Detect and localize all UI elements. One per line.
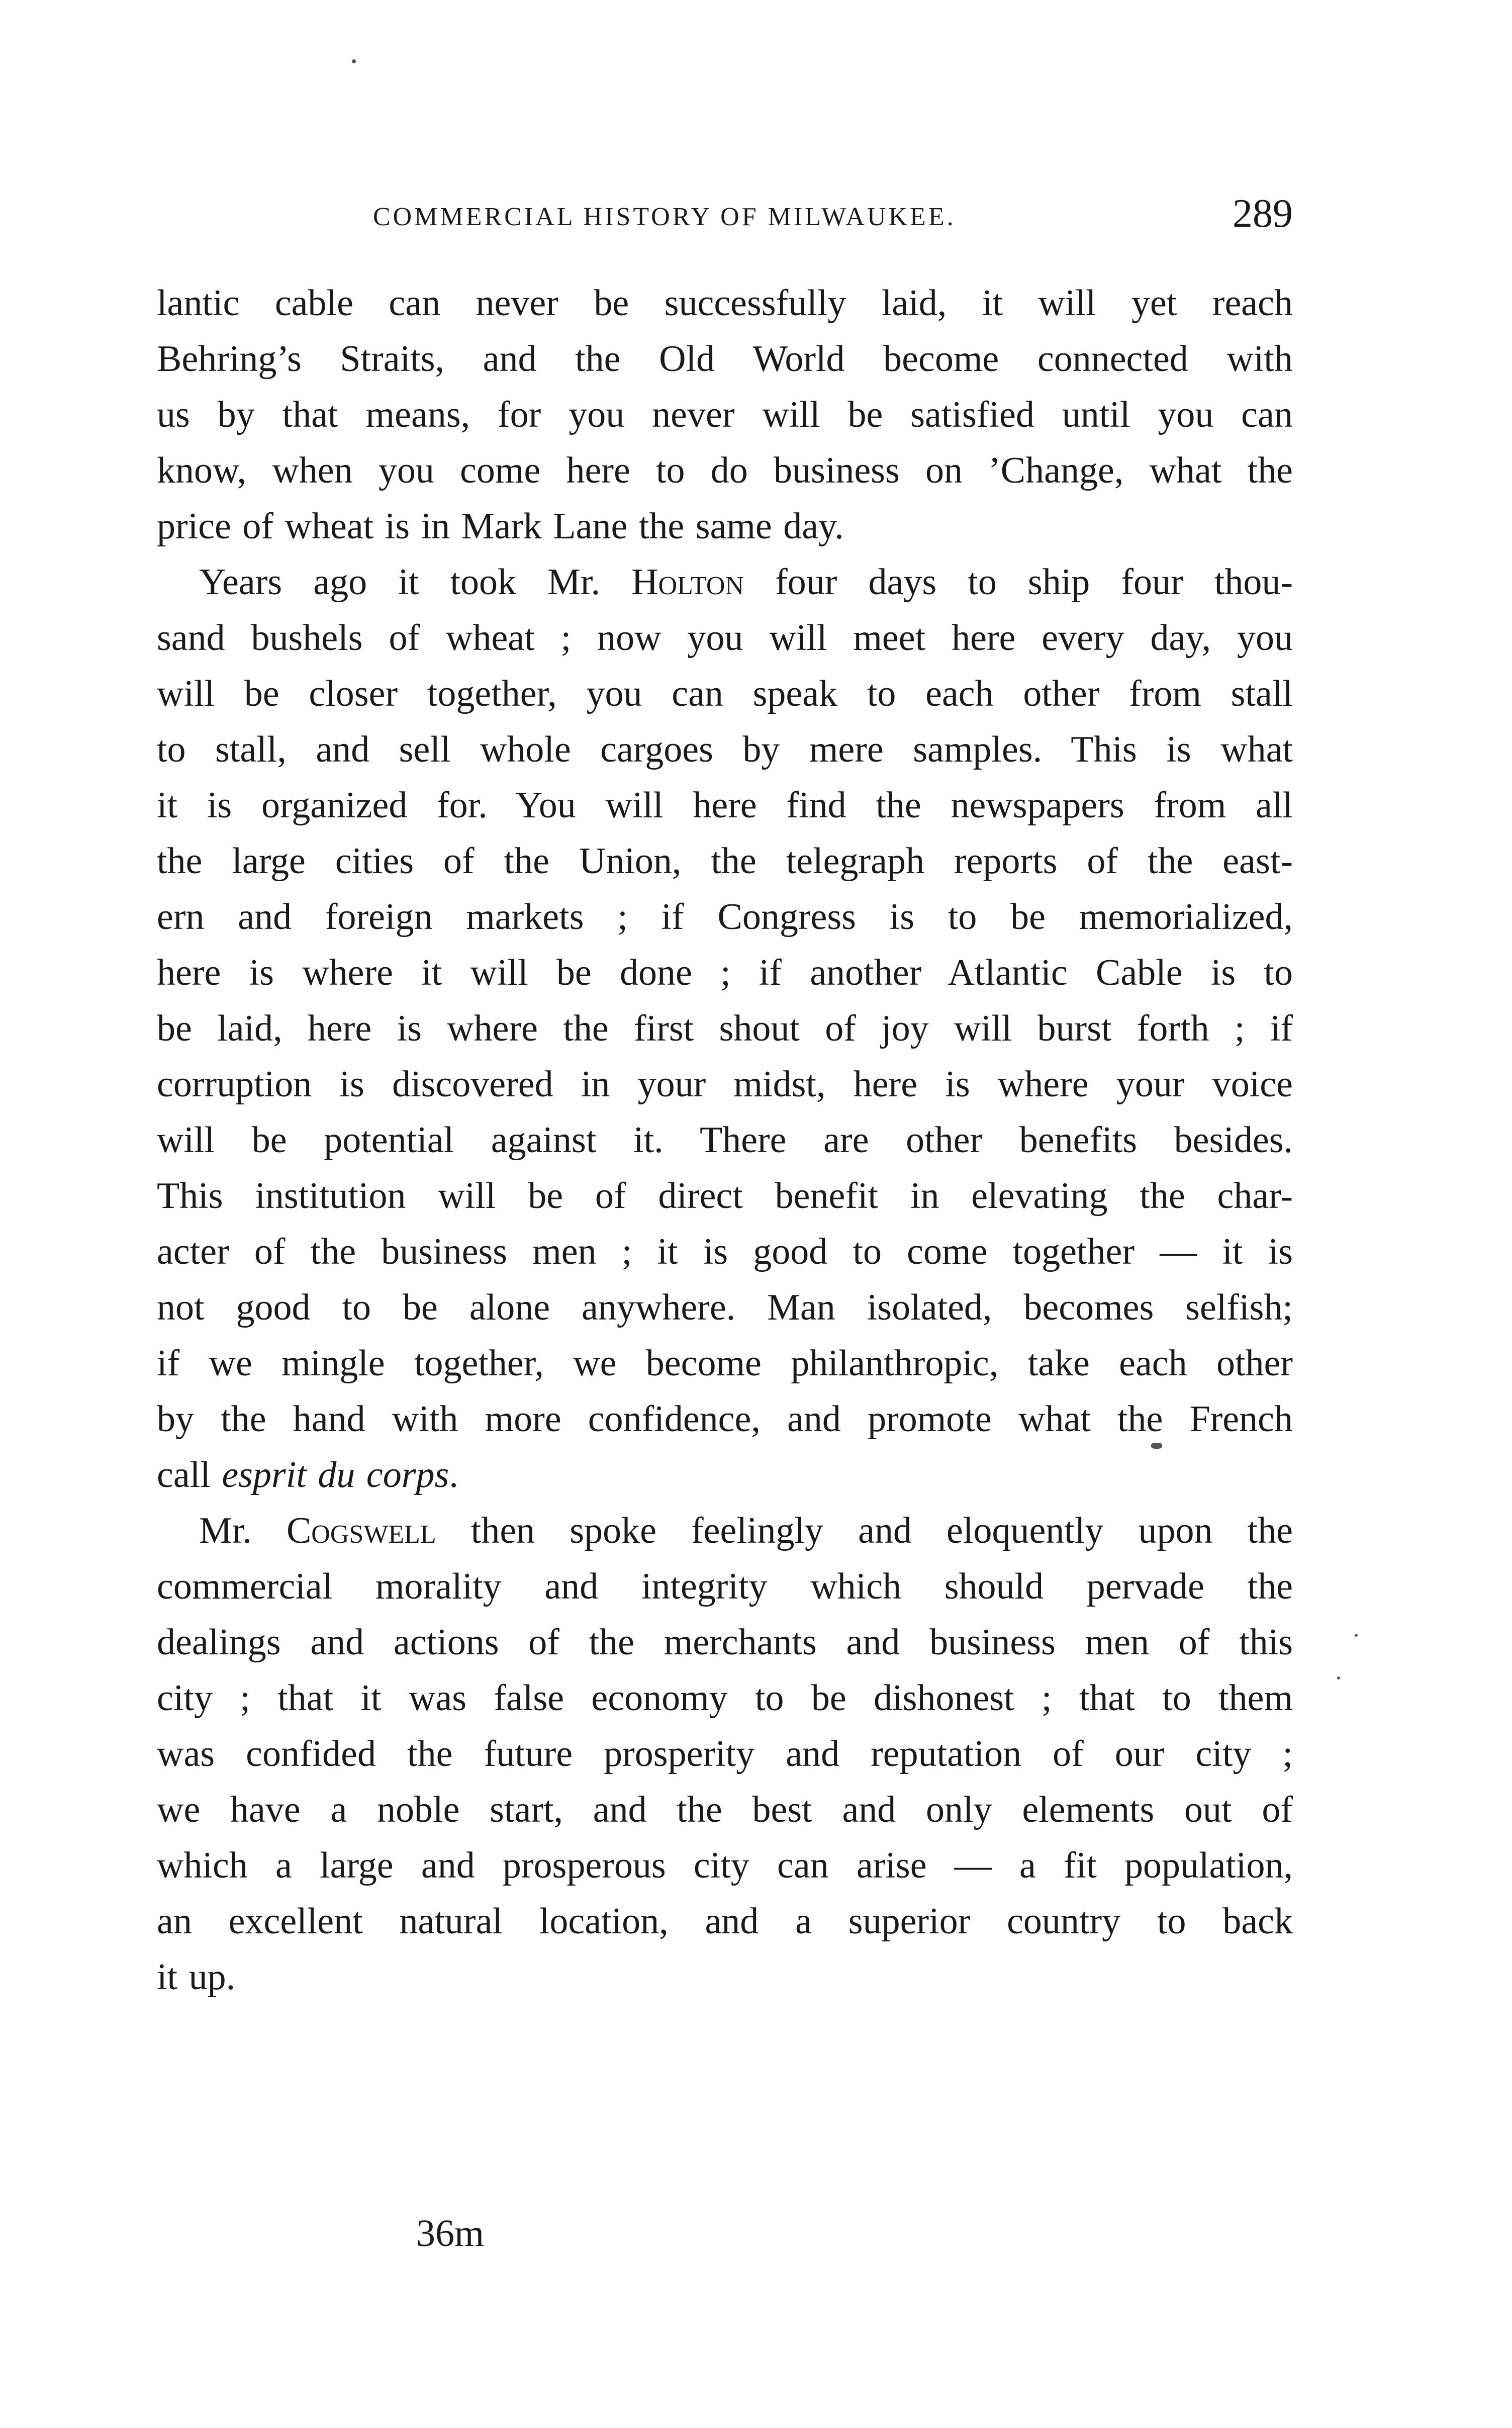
ink-speck — [352, 59, 356, 63]
text-line: if we mingle together, we become philanthropic, take each other — [157, 1343, 1293, 1384]
text-line: sand bushels of wheat ; now you will meet here every day, you — [157, 617, 1293, 659]
text-line: to stall, and sell whole cargoes by mere samples. This is what — [157, 729, 1293, 770]
text-fragment: Years ago it took Mr. — [199, 562, 632, 603]
text-fragment: . — [449, 1454, 458, 1496]
text-line: corruption is discovered in your midst, here is where your voice — [157, 1064, 1293, 1105]
text-line: city ; that it was false economy to be dishonest ; that to them — [157, 1677, 1293, 1719]
text-line — [157, 554, 1293, 610]
text-line: we have a noble start, and the best and only elements out of — [157, 1789, 1293, 1830]
text-line — [157, 1503, 1293, 1559]
text-line — [157, 1447, 1293, 1503]
name-cogswell: Cogswell — [286, 1510, 436, 1551]
body-text — [157, 275, 1293, 2005]
text-fragment: four days to ship four thou- — [744, 562, 1293, 603]
signature-mark: 36m — [416, 2212, 485, 2255]
paragraph-1 — [157, 275, 1293, 554]
text-line: acter of the business men ; it is good to come together — it is — [157, 1231, 1293, 1272]
text-line: dealings and actions of the merchants and business men of this — [157, 1622, 1293, 1663]
text-fragment: Mr. — [199, 1510, 287, 1551]
text-line: commercial morality and integrity which should pervade the — [157, 1566, 1293, 1607]
text-line: here is where it will be done ; if another Atlantic Cable is to — [157, 952, 1293, 993]
ink-speck — [1337, 1676, 1340, 1679]
ink-speck — [1355, 1634, 1358, 1637]
text-line: This institution will be of direct benefit in elevating the char- — [157, 1175, 1293, 1217]
page-number: 289 — [1233, 192, 1293, 236]
text-line: the large cities of the Union, the telegraph reports of the east- — [157, 841, 1293, 882]
text-line: will be closer together, you can speak to each other from stall — [157, 673, 1293, 714]
ink-speck — [1151, 1443, 1162, 1449]
text-line: Behring’s Straits, and the Old World become connected with — [157, 338, 1293, 380]
text-line: it up. — [157, 1956, 236, 1998]
text-line: was confided the future prosperity and reputation of our city ; — [157, 1733, 1293, 1775]
paragraph-2 — [157, 554, 1293, 1503]
text-line: which a large and prosperous city can arise — a fit population, — [157, 1845, 1293, 1886]
text-line: price of wheat is in Mark Lane the same day. — [157, 506, 844, 547]
text-line: not good to be alone anywhere. Man isolated, becomes selfish; — [157, 1287, 1293, 1328]
text-line: lantic cable can never be successfully laid, it will yet reach — [157, 283, 1293, 324]
text-line: ern and foreign markets ; if Congress is to be memorialized, — [157, 896, 1293, 938]
name-holton: Holton — [631, 562, 744, 603]
text-line: an excellent natural location, and a superior country to back — [157, 1901, 1293, 1942]
text-line: will be potential against it. There are other benefits besides. — [157, 1119, 1293, 1161]
running-title: COMMERCIAL HISTORY OF MILWAUKEE. — [373, 203, 956, 231]
running-head — [157, 191, 1293, 246]
text-line: be laid, here is where the first shout of joy will burst forth ; if — [157, 1008, 1293, 1049]
text-fragment: call — [157, 1454, 222, 1496]
paragraph-3 — [157, 1503, 1293, 2005]
text-line: know, when you come here to do business on ’Change, what the — [157, 450, 1293, 491]
text-line: it is organized for. You will here find the newspapers from all — [157, 785, 1293, 826]
italic-phrase: esprit du corps — [222, 1454, 449, 1496]
text-fragment: then spoke feelingly and eloquently upon the — [436, 1510, 1293, 1551]
text-line: us by that means, for you never will be satisfied until you can — [157, 394, 1293, 435]
text-line: by the hand with more confidence, and promote what the French — [157, 1398, 1293, 1440]
